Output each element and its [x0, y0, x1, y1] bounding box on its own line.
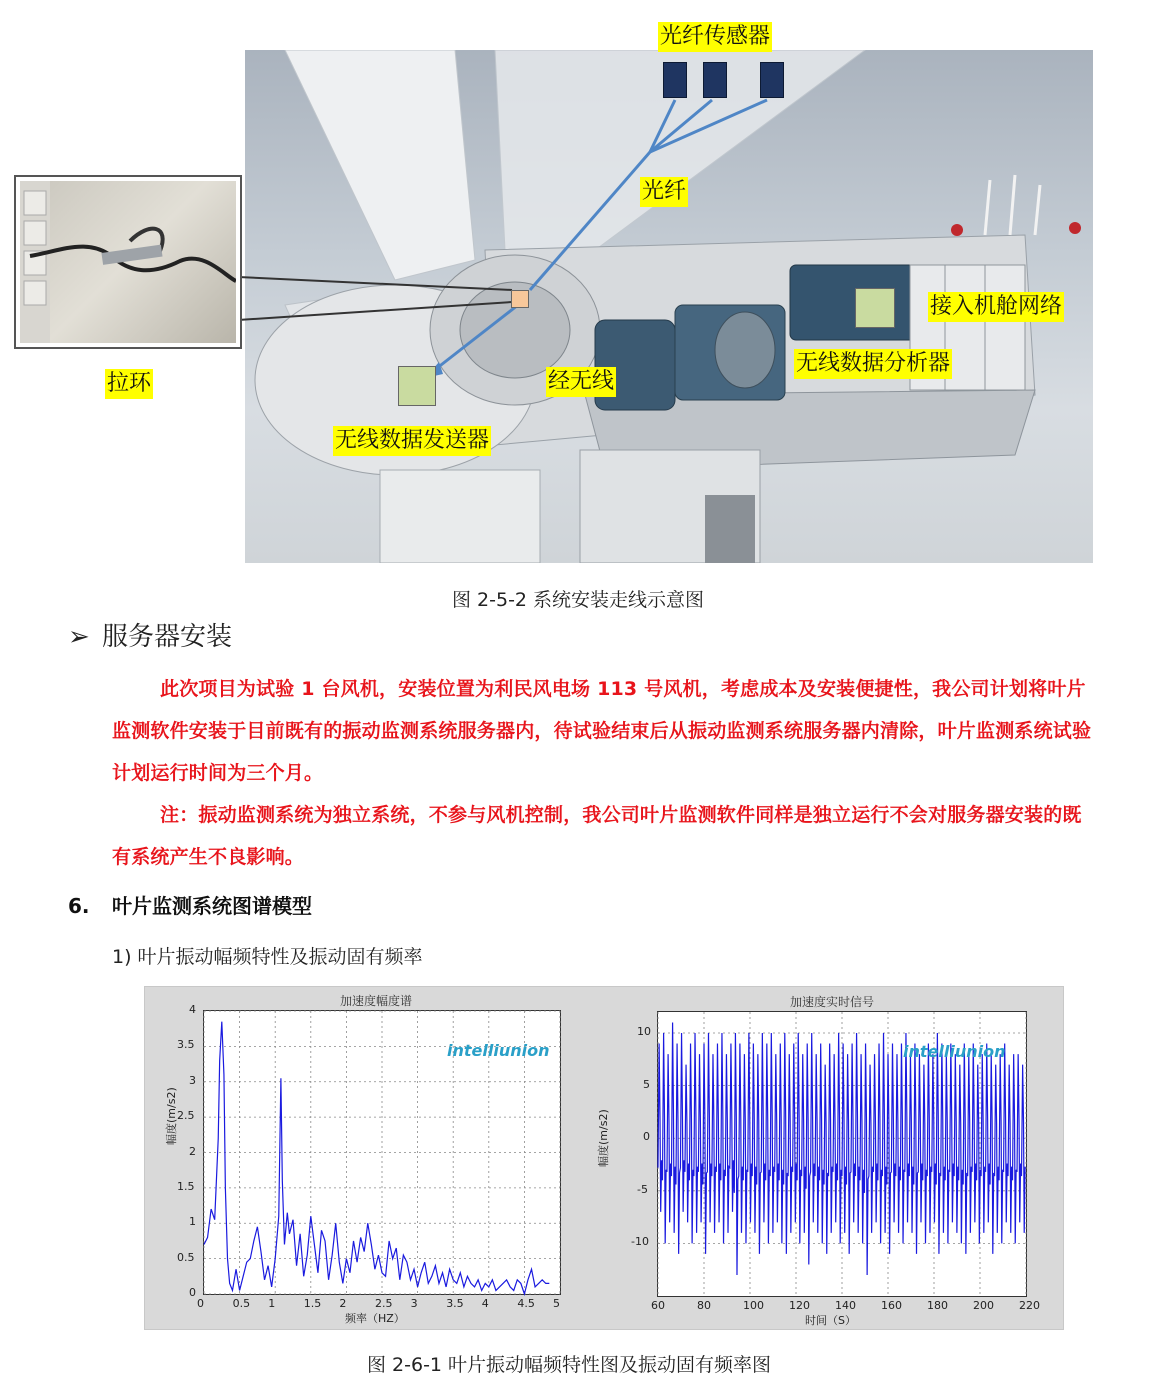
chart2-xtick-label: 220 — [1019, 1299, 1040, 1312]
chart1-ytick-label: 2 — [189, 1144, 196, 1158]
fiber-sensor-3 — [760, 62, 784, 98]
chart1-ytick-label: 0.5 — [177, 1250, 195, 1264]
chart2-xtick-label: 120 — [789, 1299, 810, 1312]
chart1-xtick-label: 3 — [410, 1297, 418, 1310]
fiber-sensor-1 — [663, 62, 687, 98]
figure-caption-2-5-2: 图 2-5-2 系统安装走线示意图 — [452, 589, 705, 611]
pull-ring-photo-content — [20, 181, 236, 343]
chart1-ytick-label: 2.5 — [177, 1109, 195, 1123]
chart1-xtick-label: 4 — [481, 1297, 489, 1310]
chart1-xtick-label: 3.5 — [446, 1297, 464, 1310]
chart2-xtick-label: 140 — [835, 1299, 856, 1312]
label-fiber: 光纤 — [640, 177, 688, 207]
chart1-ytick-label: 3 — [189, 1073, 196, 1087]
chart1-ytick-label: 0 — [189, 1286, 196, 1299]
chart1-xtick-label: 4.5 — [517, 1297, 535, 1310]
chart1-logo: intelliunion — [447, 1041, 550, 1060]
arrow-bullet-icon: ➢ — [68, 622, 90, 652]
server-paragraph-1: 此次项目为试验 1 台风机，安装位置为利民风电场 113 号风机，考虑成本及安装便捷性，我公司计划将叶片监测软件安装于目前既有的振动监测系统服务器内，待试验结束后从振动监测系统服务器内清除，叶片监测系统试验计划运行时间为三个月。 — [112, 678, 1092, 784]
fiber-sensor-2 — [703, 62, 727, 98]
server-install-heading — [68, 616, 232, 653]
section-6-number: 6. — [68, 894, 90, 918]
chart2-ytick-label: -10 — [631, 1235, 649, 1249]
chart2-ytick-label: 0 — [643, 1130, 650, 1144]
label-wireless-analyzer: 无线数据分析器 — [794, 349, 952, 379]
label-nacelle-network: 接入机舱网络 — [928, 292, 1064, 322]
label-fiber-sensors: 光纤传感器 — [658, 22, 772, 52]
chart1-ytick-label: 3.5 — [177, 1038, 195, 1052]
label-wireless-transmitter: 无线数据发送器 — [333, 426, 491, 456]
wireless-transmitter-box — [398, 366, 436, 406]
server-install-title: 服务器安装 — [102, 622, 233, 652]
chart1-xtick-label: 0.5 — [232, 1297, 251, 1310]
chart2-xlabel: 时间（S） — [805, 1314, 856, 1327]
hub-node-box — [511, 290, 529, 308]
chart1-series-line — [204, 1022, 549, 1294]
chart1-xtick-label: 5 — [553, 1297, 560, 1310]
chart1-xlabel: 频率（HZ） — [345, 1312, 405, 1325]
chart2-xtick-label: 200 — [973, 1299, 994, 1312]
section-6-heading — [68, 890, 312, 919]
section-6-title: 叶片监测系统图谱模型 — [112, 894, 312, 918]
chart2-ylabel: 幅度(m/s2) — [597, 1109, 610, 1167]
chart1-xtick-label: 1.5 — [303, 1297, 322, 1310]
chart2-xtick-label: 80 — [697, 1299, 711, 1312]
chart2-logo: intelliunion — [903, 1042, 1006, 1061]
chart1-xtick-label: 2.5 — [375, 1297, 393, 1310]
vibration-charts-figure — [144, 986, 1064, 1330]
chart2-xtick-label: 180 — [927, 1299, 948, 1312]
figure-caption-2-6-1: 图 2-6-1 叶片振动幅频特性图及振动固有频率图 — [367, 1354, 772, 1376]
chart2-ytick-label: 5 — [643, 1077, 650, 1091]
chart2-title: 加速度实时信号 — [790, 995, 875, 1009]
wireless-analyzer-box — [855, 288, 895, 328]
chart1-ytick-label: 1 — [189, 1215, 196, 1229]
chart1-ylabel: 幅度(m/s2) — [165, 1087, 178, 1145]
chart1-title: 加速度幅度谱 — [340, 994, 413, 1008]
chart2-ytick-label: 10 — [637, 1025, 651, 1039]
chart1-ytick-label: 1.5 — [177, 1179, 195, 1193]
label-via-wireless: 经无线 — [546, 367, 616, 397]
chart1-xtick-label: 1 — [268, 1297, 276, 1310]
chart2-xtick-label: 160 — [881, 1299, 902, 1312]
chart2-xtick-label: 60 — [651, 1299, 665, 1312]
chart2-xtick-label: 100 — [743, 1299, 764, 1312]
chart1-ytick-label: 4 — [189, 1003, 196, 1016]
label-pull-ring: 拉环 — [105, 369, 153, 399]
subsection-1-heading: 1) 叶片振动幅频特性及振动固有频率 — [112, 946, 423, 968]
server-paragraph-note: 注：振动监测系统为独立系统，不参与风机控制，我公司叶片监测软件同样是独立运行不会对服务器安装的既有系统产生不良影响。 — [112, 804, 1082, 868]
chart1-xtick-label: 0 — [197, 1297, 204, 1310]
chart2-ytick-label: -5 — [637, 1182, 648, 1196]
pull-ring-photo — [14, 175, 242, 349]
chart1-xtick-label: 2 — [339, 1297, 347, 1310]
